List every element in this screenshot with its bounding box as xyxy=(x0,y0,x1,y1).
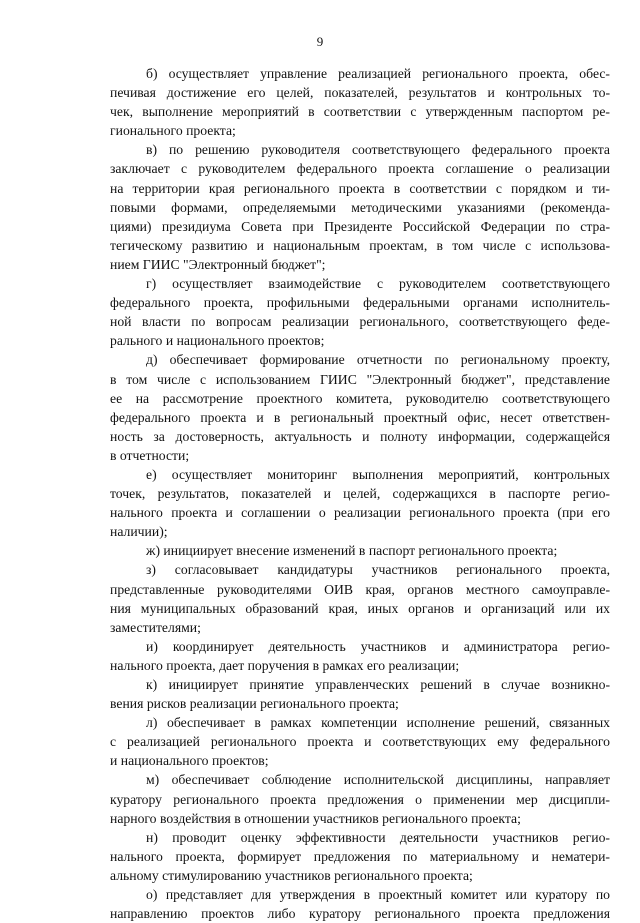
text-line: федерального проекта, профильными федеральными органами исполнитель- xyxy=(110,295,610,311)
paragraph-first-line: м) обеспечивает соблюдение исполнительской дисциплины, направляет xyxy=(146,772,610,788)
paragraph-first-line: и) координирует деятельность участников и администратора регио- xyxy=(146,638,610,654)
text-line: федерального проекта и в региональный проектный офис, несет ответствен- xyxy=(110,409,610,425)
paragraph-first-line: о) представляет для утверждения в проектный комитет или куратору по xyxy=(146,887,610,903)
text-line: в отчетности; xyxy=(110,447,190,463)
text-line: ния муниципальных образований края, иных органов и организаций или их xyxy=(110,600,610,616)
paragraph-first-line: е) осуществляет мониторинг выполнения мероприятий, контрольных xyxy=(146,466,610,482)
paragraph-first-line: л) обеспечивает в рамках компетенции исполнение решений, связанных xyxy=(146,715,610,731)
text-line: тегическому развитию и национальным проектам, в том числе с использова- xyxy=(110,237,610,253)
paragraph-first-line: н) проводит оценку эффективности деятельности участников регио- xyxy=(146,829,610,845)
paragraph-first-line: в) по решению руководителя соответствующего федерального проекта xyxy=(146,142,610,158)
text-line: альному стимулированию участников регионального проекта; xyxy=(110,867,473,883)
text-line: направлению проектов либо куратору регионального проекта предложения xyxy=(110,906,610,922)
paragraph-first-line: з) согласовывает кандидатуры участников регионального проекта, xyxy=(146,562,610,578)
text-line: нарного воздействия в отношении участников регионального проекта; xyxy=(110,810,521,826)
text-line: нального проекта, дает поручения в рамках его реализации; xyxy=(110,657,460,673)
text-line: рального и национального проектов; xyxy=(110,333,325,349)
text-line: заключает с руководителем федерального проекта соглашение о реализации xyxy=(110,161,610,177)
paragraph-first-line: д) обеспечивает формирование отчетности по региональному проекту, xyxy=(146,352,610,368)
text-line: циями) президиума Совета при Президенте Российской Федерации по стра- xyxy=(110,218,610,234)
paragraph-first-line: г) осуществляет взаимодействие с руководителем соответствующего xyxy=(146,276,610,292)
text-line: с реализацией регионального проекта и соответствующих ему федерального xyxy=(110,734,610,750)
text-line: и национального проектов; xyxy=(110,753,269,769)
text-line: в том числе с использованием ГИИС "Электронный бюджет", представление xyxy=(110,371,610,387)
text-line: печивая достижение его целей, показателей, результатов и контрольных то- xyxy=(110,85,610,101)
paragraph-first-line: к) инициирует принятие управленческих решений в случае возникно- xyxy=(146,677,610,692)
text-line: вения рисков реализации регионального проекта; xyxy=(110,696,399,712)
text-line: ность за достоверность, актуальность и полноту информации, содержащейся xyxy=(110,428,610,444)
document-body xyxy=(110,64,610,923)
text-line: наличии); xyxy=(110,524,168,540)
text-line: ной власти по вопросам реализации регионального, соответствующего феде- xyxy=(110,314,610,330)
paragraph-first-line: б) осуществляет управление реализацией регионального проекта, обес- xyxy=(146,66,610,81)
page-number: 9 xyxy=(316,34,324,49)
text-line: чек, выполнение мероприятий в соответствии с утвержденным паспортом ре- xyxy=(110,104,610,120)
text-line: куратору регионального проекта предложения о применении мер дисципли- xyxy=(110,791,610,807)
text-line: гионального проекта; xyxy=(110,123,236,139)
text-line: нием ГИИС "Электронный бюджет"; xyxy=(110,256,326,272)
text-line: точек, результатов, показателей и целей, содержащихся в паспорте регио- xyxy=(110,486,610,502)
text-line: заместителями; xyxy=(110,619,201,635)
text-line: нального проекта, формирует предложения по материальному и нематери- xyxy=(110,848,610,864)
text-line: представленные руководителями ОИВ края, органов местного самоуправле- xyxy=(110,581,610,597)
text-line: нального проекта и соглашении о реализации регионального проекта (при его xyxy=(110,505,610,521)
text-line: на территории края регионального проекта в соответствии с порядком и ти- xyxy=(110,180,610,196)
paragraph-first-line: ж) инициирует внесение изменений в паспорт регионального проекта; xyxy=(146,543,558,559)
text-line: ее на рассмотрение проектного комитета, руководителю соответствующего xyxy=(110,390,610,406)
text-line: повыми формами, определяемыми методическими указаниями (рекоменда- xyxy=(110,199,610,215)
